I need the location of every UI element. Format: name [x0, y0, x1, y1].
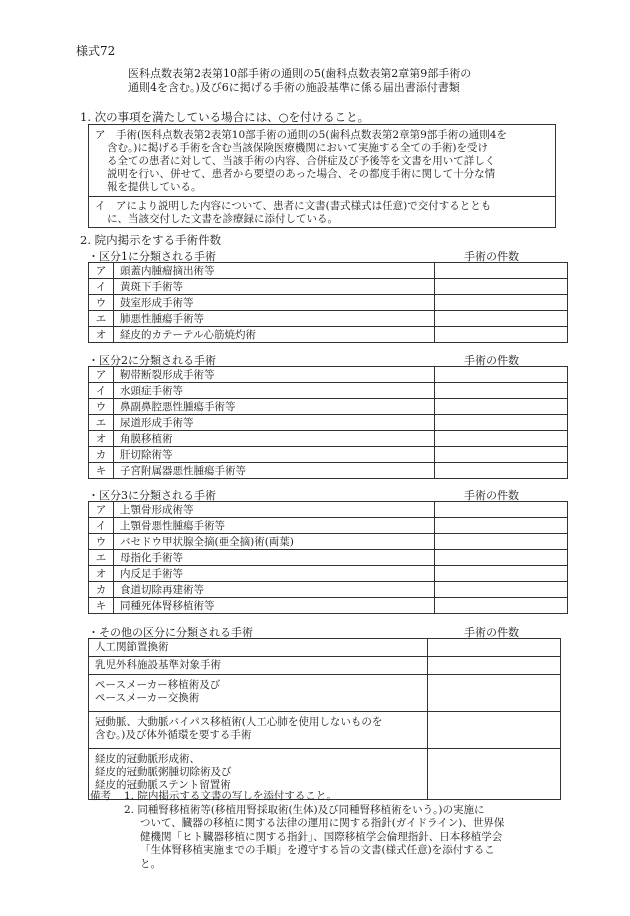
count-cell[interactable]: [435, 463, 568, 479]
row-name: 母指化手術等: [114, 550, 435, 566]
item-a-line: ア 手術(医科点数表第2表第10部手術の通則の5(歯科点数表第2章第9部手術の通則4を: [95, 129, 507, 141]
count-cell[interactable]: [428, 712, 561, 749]
row-name-line: 経皮的冠動脈形成術、: [95, 753, 200, 765]
row-name: 角膜移植術: [114, 431, 435, 447]
other-category-table: [88, 638, 561, 800]
row-kana: ア: [89, 263, 114, 279]
table-row: [89, 295, 568, 311]
table-row: [89, 367, 568, 383]
row-name: 肺悪性腫瘍手術等: [114, 311, 435, 327]
row-name: 黄斑下手術等: [114, 279, 435, 295]
row-name: 食道切除再建術等: [114, 582, 435, 598]
count-cell[interactable]: [435, 399, 568, 415]
row-kana: イ: [89, 279, 114, 295]
table-row: [89, 582, 568, 598]
category-1-table: [88, 262, 568, 343]
row-kana: キ: [89, 463, 114, 479]
row-name-line: 人工関節置換術: [95, 641, 169, 653]
count-cell[interactable]: [435, 447, 568, 463]
table-row: [89, 263, 568, 279]
row-kana: ウ: [89, 534, 114, 550]
row-kana: オ: [89, 327, 114, 343]
row-name: 鼓室形成手術等: [114, 295, 435, 311]
category-1-heading: ・区分1に分類される手術: [88, 250, 216, 263]
row-kana: イ: [89, 383, 114, 399]
title-line-1: 医科点数表第2表第10部手術の通則の5(歯科点数表第2章第9部手術の: [128, 67, 472, 80]
remarks-label: 備考: [90, 790, 111, 802]
row-kana: ウ: [89, 399, 114, 415]
count-cell[interactable]: [435, 383, 568, 399]
section-2-heading: 2. 院内掲示をする手術件数: [80, 233, 222, 247]
count-cell[interactable]: [435, 550, 568, 566]
count-cell[interactable]: [435, 518, 568, 534]
count-cell[interactable]: [435, 431, 568, 447]
count-label: 手術の件数: [464, 626, 519, 639]
table-row: [89, 327, 568, 343]
table-row: [89, 712, 561, 749]
item-a-line: 含む。)に掲げる手術を含む当該保険医療機関において実施する全ての手術)を受け: [107, 142, 488, 154]
table-row: [89, 279, 568, 295]
row-name: 内反足手術等: [114, 566, 435, 582]
remark-note-1: 1. 院内掲示する文書の写しを添付すること。: [124, 790, 337, 802]
row-name-line: 冠動脈、大動脈バイパス移植術(人工心肺を使用しないものを: [95, 716, 383, 728]
table-row: [89, 463, 568, 479]
row-name: 肝切除術等: [114, 447, 435, 463]
count-label: 手術の件数: [464, 354, 519, 367]
table-row: [89, 502, 568, 518]
count-cell[interactable]: [435, 415, 568, 431]
section-1-divider: [89, 196, 555, 197]
row-kana: オ: [89, 431, 114, 447]
row-kana: エ: [89, 550, 114, 566]
count-cell[interactable]: [435, 279, 568, 295]
row-kana: エ: [89, 415, 114, 431]
row-kana: エ: [89, 311, 114, 327]
count-label: 手術の件数: [464, 489, 519, 502]
table-row: [89, 675, 561, 712]
other-category-heading: ・その他の区分に分類される手術: [88, 626, 253, 639]
table-row: [89, 311, 568, 327]
row-kana: キ: [89, 598, 114, 614]
item-b: [95, 200, 551, 226]
remark-line: 2. 同種腎移植術等(移植用腎採取術(生体)及び同種腎移植術をいう。)の実施に: [124, 803, 485, 816]
count-cell[interactable]: [435, 311, 568, 327]
section-1-heading: 1. 次の事項を満たしている場合には、○を付けること。: [80, 110, 370, 124]
count-cell[interactable]: [435, 582, 568, 598]
row-name-line: ペースメーカー移植術及び: [95, 679, 221, 691]
row-name-line: 経皮的冠動脈ステント留置術: [95, 779, 231, 791]
count-cell[interactable]: [435, 502, 568, 518]
remark-line: 「生体腎移植実施までの手順」を遵守する旨の文書(様式任意)を添付するこ: [140, 844, 495, 856]
item-a-line: 報を提供している。: [107, 181, 202, 193]
table-row: [89, 518, 568, 534]
count-label: 手術の件数: [464, 250, 519, 263]
category-3-table: [88, 501, 568, 614]
row-name-line: 経皮的冠動脈粥腫切除術及び: [95, 766, 232, 778]
row-name: 水頭症手術等: [114, 383, 435, 399]
count-cell[interactable]: [435, 295, 568, 311]
count-cell[interactable]: [435, 263, 568, 279]
row-name: 経皮的カテーテル心筋焼灼術: [114, 327, 435, 343]
row-name: 子宮附属器悪性腫瘍手術等: [114, 463, 435, 479]
row-kana: カ: [89, 447, 114, 463]
table-row: [89, 383, 568, 399]
table-row: [89, 447, 568, 463]
row-name: 鼻副鼻腔悪性腫瘍手術等: [114, 399, 435, 415]
row-kana: カ: [89, 582, 114, 598]
document-title: [128, 67, 568, 95]
count-cell[interactable]: [428, 657, 561, 675]
row-kana: ア: [89, 367, 114, 383]
row-name: [89, 675, 428, 712]
table-row: [89, 399, 568, 415]
count-cell[interactable]: [435, 327, 568, 343]
item-b-line: に、当該交付した文書を診療録に添付している。: [107, 213, 338, 225]
count-cell[interactable]: [435, 566, 568, 582]
row-name: [89, 712, 428, 749]
count-cell[interactable]: [435, 534, 568, 550]
row-name: 上顎骨形成術等: [114, 502, 435, 518]
row-name-line: 乳児外科施設基準対象手術: [95, 659, 221, 671]
row-name: 頭蓋内腫瘤摘出術等: [114, 263, 435, 279]
category-2-table: [88, 366, 568, 479]
row-kana: ア: [89, 502, 114, 518]
category-2-heading: ・区分2に分類される手術: [88, 354, 216, 367]
item-a-line: る全ての患者に対して、当該手術の内容、合併症及び予後等を文書を用いて詳しく: [107, 155, 496, 167]
item-a-line: 説明を行い、併せて、患者から要望のあった場合、その都度手術に関して十分な情: [107, 168, 496, 180]
row-name-line: 含む。)及び体外循環を要する手術: [95, 729, 252, 741]
item-b-line: イ アにより説明した内容について、患者に文書(書式様式は任意)で交付するととも: [95, 200, 492, 212]
title-line-2: 通則4を含む。)及び6に掲げる手術の施設基準に係る届出書添付書類: [128, 81, 460, 94]
table-row: [89, 431, 568, 447]
table-row: [89, 657, 561, 675]
count-cell[interactable]: [435, 367, 568, 383]
remark-line: ついて、臓器の移植に関する法律の運用に関する指針(ガイドライン)、世界保: [140, 817, 505, 829]
remark-line: 健機関「ヒト臓器移植に関する指針」、国際移植学会倫理指針、日本移植学会: [140, 830, 503, 843]
row-name: 同種死体腎移植術等: [114, 598, 435, 614]
item-a: [95, 129, 551, 196]
remarks-body: [124, 790, 584, 871]
table-row: [89, 550, 568, 566]
row-kana: ウ: [89, 295, 114, 311]
table-row: [89, 639, 561, 657]
count-cell[interactable]: [428, 675, 561, 712]
table-row: [89, 566, 568, 582]
row-kana: イ: [89, 518, 114, 534]
table-row: [89, 534, 568, 550]
form-number: 様式72: [76, 44, 116, 58]
row-name: バセドウ甲状腺全摘(亜全摘)術(両葉): [114, 534, 435, 550]
row-kana: オ: [89, 566, 114, 582]
row-name: [89, 639, 428, 657]
remark-note-2: [124, 804, 584, 872]
remark-line: と。: [140, 857, 161, 870]
table-row: [89, 598, 568, 614]
table-row: [89, 415, 568, 431]
row-name: 尿道形成手術等: [114, 415, 435, 431]
count-cell[interactable]: [435, 598, 568, 614]
count-cell[interactable]: [428, 639, 561, 657]
category-3-heading: ・区分3に分類される手術: [88, 489, 216, 502]
section-1-box: [88, 124, 556, 228]
row-name: [89, 657, 428, 675]
row-name: 上顎骨悪性腫瘍手術等: [114, 518, 435, 534]
row-name-line: ペースメーカー交換術: [95, 692, 200, 704]
row-name: 靭帯断裂形成手術等: [114, 367, 435, 383]
